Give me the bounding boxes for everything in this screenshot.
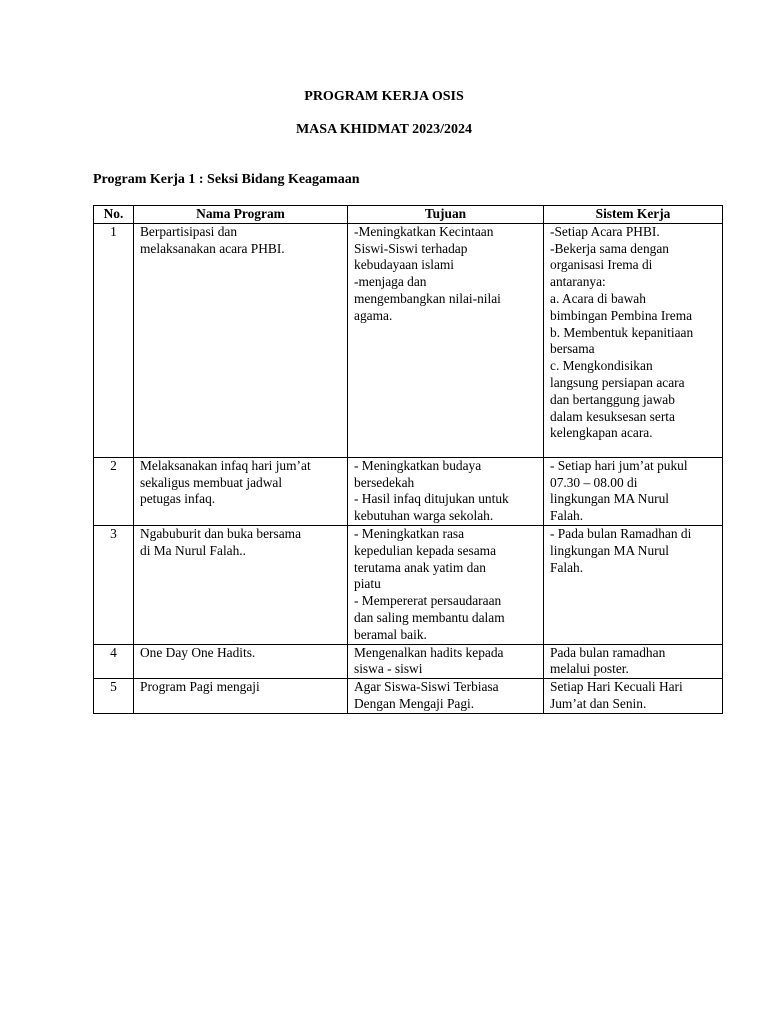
cell-line: di Ma Nurul Falah.. <box>140 542 246 558</box>
cell-sistem-kerja <box>544 223 723 457</box>
cell-tujuan <box>348 679 544 714</box>
cell-line: mengembangkan nilai-nilai <box>354 290 501 306</box>
cell-no: 4 <box>94 644 134 679</box>
cell-line: lingkungan MA Nurul <box>550 542 670 558</box>
cell-line: Program Pagi mengaji <box>140 679 260 695</box>
cell-line: organisasi Irema di <box>550 257 653 273</box>
cell-line: Melaksanakan infaq hari jum’at <box>140 457 311 473</box>
cell-line: -Setiap Acara PHBI. <box>550 223 660 239</box>
cell-line: -Bekerja sama dengan <box>550 240 669 256</box>
cell-line: Ngabuburit dan buka bersama <box>140 525 302 541</box>
program-table <box>93 205 723 714</box>
header-nama-program: Nama Program <box>134 206 348 224</box>
cell-line: Dengan Mengaji Pagi. <box>354 695 475 711</box>
cell-line: Siswi-Siswi terhadap <box>354 240 468 256</box>
cell-tujuan <box>348 525 544 644</box>
cell-sistem-kerja <box>544 679 723 714</box>
cell-line: kebutuhan warga sekolah. <box>354 508 494 524</box>
cell-line: petugas infaq. <box>140 491 216 507</box>
cell-line: dan saling membantu dalam <box>354 609 505 625</box>
cell-line: - Meningkatkan rasa <box>354 525 465 541</box>
cell-line: bersama <box>550 341 595 357</box>
cell-line: Falah. <box>550 559 584 575</box>
cell-line: kebudayaan islami <box>354 257 455 273</box>
cell-line: bersedekah <box>354 474 415 490</box>
cell-sistem-kerja <box>544 644 723 679</box>
cell-line: Berpartisipasi dan <box>140 223 238 239</box>
cell-line: Falah. <box>550 508 584 524</box>
cell-line: One Day One Hadits. <box>140 644 256 660</box>
cell-no: 1 <box>94 223 134 457</box>
cell-line: dan bertanggung jawab <box>550 391 675 407</box>
document-title: PROGRAM KERJA OSIS <box>304 89 464 104</box>
cell-tujuan <box>348 644 544 679</box>
cell-line: - Setiap hari jum’at pukul <box>550 457 688 473</box>
table-body <box>94 223 723 713</box>
cell-nama-program <box>134 223 348 457</box>
cell-line: siswa - siswi <box>354 661 423 677</box>
cell-line: Setiap Hari Kecuali Hari <box>550 679 683 695</box>
cell-line: langsung persiapan acara <box>550 374 685 390</box>
cell-line: antaranya: <box>550 274 606 290</box>
cell-line: melalui poster. <box>550 661 629 677</box>
cell-line: - Meningkatkan budaya <box>354 457 482 473</box>
cell-line: beramal baik. <box>354 626 427 642</box>
cell-line: bimbingan Pembina Irema <box>550 307 693 323</box>
table-row <box>94 457 723 525</box>
cell-line: -Meningkatkan Kecintaan <box>354 223 494 239</box>
cell-line: sekaligus membuat jadwal <box>140 474 283 490</box>
cell-line: Mengenalkan hadits kepada <box>354 644 504 660</box>
cell-line: dalam kesuksesan serta <box>550 408 675 424</box>
cell-line: melaksanakan acara PHBI. <box>140 240 285 256</box>
header-sistem-kerja: Sistem Kerja <box>544 206 723 224</box>
table-row <box>94 223 723 457</box>
cell-line: Jum’at dan Senin. <box>550 695 647 711</box>
cell-line: terutama anak yatim dan <box>354 559 486 575</box>
cell-line: kelengkapan acara. <box>550 425 653 441</box>
cell-line: -menjaga dan <box>354 274 427 290</box>
cell-tujuan <box>348 223 544 457</box>
cell-line: lingkungan MA Nurul <box>550 491 670 507</box>
cell-no: 2 <box>94 457 134 525</box>
cell-line: b. Membentuk kepanitiaan <box>550 324 694 340</box>
cell-tujuan <box>348 457 544 525</box>
table-header-row <box>94 206 723 224</box>
cell-line: 07.30 – 08.00 di <box>550 474 638 490</box>
cell-line: Agar Siswa-Siswi Terbiasa <box>354 679 499 695</box>
cell-nama-program <box>134 525 348 644</box>
cell-line: c. Mengkondisikan <box>550 358 653 374</box>
cell-line: piatu <box>354 576 381 592</box>
cell-line: kepedulian kepada sesama <box>354 542 497 558</box>
cell-line: agama. <box>354 307 393 323</box>
cell-line: - Mempererat persaudaraan <box>354 593 502 609</box>
table-row <box>94 679 723 714</box>
cell-nama-program <box>134 679 348 714</box>
document-subtitle: MASA KHIDMAT 2023/2024 <box>295 122 473 137</box>
cell-line: a. Acara di bawah <box>550 290 646 306</box>
cell-line: - Hasil infaq ditujukan untuk <box>354 491 509 507</box>
cell-nama-program <box>134 644 348 679</box>
cell-sistem-kerja <box>544 457 723 525</box>
header-tujuan: Tujuan <box>348 206 544 224</box>
cell-no: 5 <box>94 679 134 714</box>
header-no: No. <box>94 206 134 224</box>
cell-no: 3 <box>94 525 134 644</box>
table-row <box>94 525 723 644</box>
table-row <box>94 644 723 679</box>
cell-sistem-kerja <box>544 525 723 644</box>
section-heading: Program Kerja 1 : Seksi Bidang Keagamaan <box>93 172 360 187</box>
cell-nama-program <box>134 457 348 525</box>
cell-line: Pada bulan ramadhan <box>550 644 666 660</box>
cell-line: - Pada bulan Ramadhan di <box>550 525 692 541</box>
